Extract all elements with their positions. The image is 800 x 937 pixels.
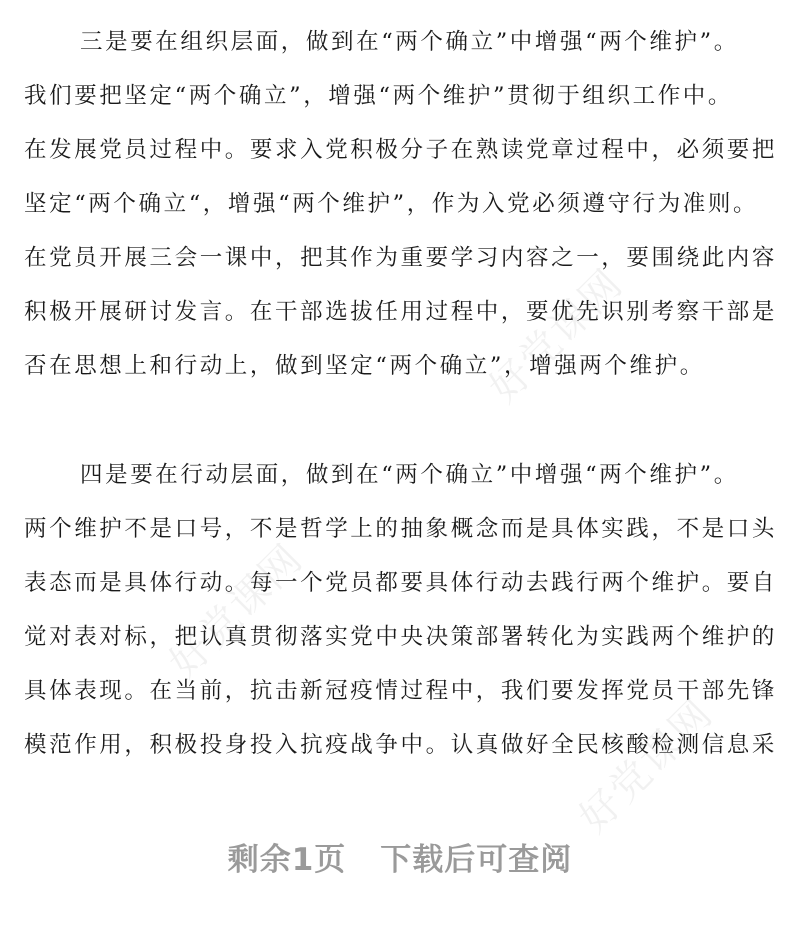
watermark: 好党课网 (480, 260, 633, 412)
text-line: 在党员开展三会一课中，把其作为重要学习内容之一，要围绕此内容 (24, 245, 778, 271)
text-line: 坚定“两个确立“，增强“两个维护”，作为入党必须遵守行为准则。 (24, 191, 759, 217)
text-line: 我们要把坚定“两个确立”，增强“两个维护”贯彻于组织工作中。 (24, 83, 734, 109)
watermark: 好党课网 (160, 535, 313, 687)
download-to-view-link[interactable]: 下载后可查阅 (380, 842, 573, 878)
text-line: 两个维护不是口号，不是哲学上的抽象概念而是具体实践，不是口头 (24, 516, 778, 542)
text-line: 觉对表对标，把认真贯彻落实党中央决策部署转化为实践两个维护的 (24, 624, 778, 650)
text-line: 表态而是具体行动。每一个党员都要具体行动去践行两个维护。要自 (24, 570, 778, 596)
paragraph-organization-level (24, 15, 780, 393)
remaining-pages-notice[interactable] (0, 834, 800, 879)
remaining-pages-count: 剩余1页 (227, 842, 347, 878)
text-line: 四是要在行动层面，做到在“两个确立”中增强“两个维护”。 (80, 462, 739, 488)
paragraph-action-level (24, 448, 780, 772)
text-line: 模范作用，积极投身投入抗疫战争中。认真做好全民核酸检测信息采 (24, 732, 778, 758)
text-line: 具体表现。在当前，抗击新冠疫情过程中，我们要发挥党员干部先锋 (24, 678, 778, 704)
text-line: 积极开展研讨发言。在干部选拔任用过程中，要优先识别考察干部是 (24, 299, 778, 325)
watermark: 好党课网 (570, 690, 723, 842)
text-line: 在发展党员过程中。要求入党积极分子在熟读党章过程中，必须要把 (24, 137, 778, 163)
text-line: 否在思想上和行动上，做到坚定“两个确立”，增强两个维护。 (24, 353, 705, 379)
text-line: 三是要在组织层面，做到在“两个确立”中增强“两个维护”。 (80, 29, 739, 55)
